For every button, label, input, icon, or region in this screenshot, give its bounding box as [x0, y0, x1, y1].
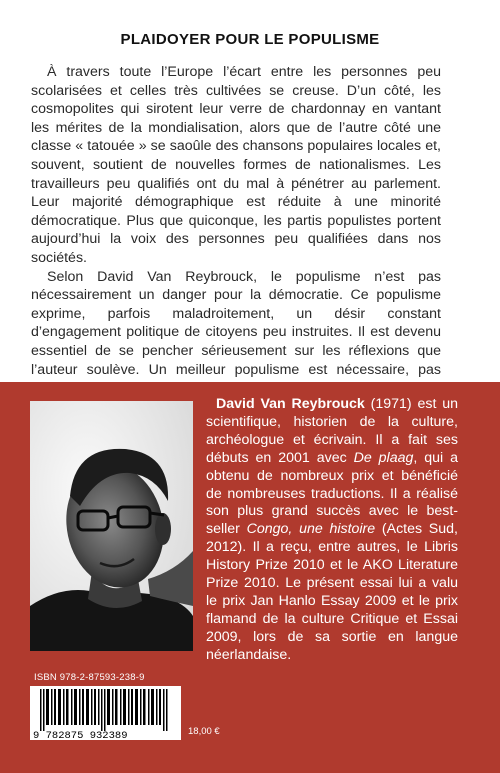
barcode [30, 686, 181, 740]
bio-text-2: , qui a obtenu de nombreux prix et bénéficié de nombreuses traductions. Il a réalisé son plus grand succès avec le best-seller [206, 449, 458, 538]
author-bio-paragraph [206, 396, 458, 665]
author-bio [206, 396, 458, 665]
synopsis-paragraph-1: À travers toute l’Europe l’écart entre les personnes peu scolarisées et celles très cultivées se creuse. D’un côté, les cosmopolites qui sirotent leur verre de chardonnay en vantant les mérites de la mondialisation, alors que de l’autre côté une classe « tatouée » se saoûle des chansons populaires locales et, souvent, soutient de nouvelles formes de nationalismes. Les travailleurs peu qualifiés ont du mal à pénétrer au parlement. Leur majorité démographique est réduite à une minorité démocratique. Plus que quiconque, les partis populistes portent aujourd’hui la voix des personnes peu qualifiées dans nos sociétés. [31, 64, 441, 266]
author-photo [30, 401, 193, 651]
synopsis-paragraph-2: Selon David Van Reybrouck, le populisme n’est pas nécessairement un danger pour la démocratie. Ce populisme exprime, parfois maladroitement, un désir constant d’engagement politique de citoyens peu instruites. Il est devenu essentiel de se pencher sérieusement sur les réflexions que l’auteur soulève. Un meilleur populisme est nécessaire, pas [31, 268, 441, 378]
synopsis-panel [0, 0, 500, 382]
barcode-digits: 9 782875 932389 [33, 730, 128, 740]
book-title: PLAIDOYER POUR LE POPULISME [120, 31, 380, 48]
author-portrait-image [30, 401, 193, 651]
isbn-label: ISBN 978-2-87593-238-9 [34, 672, 145, 683]
barcode-bars [30, 686, 181, 740]
bio-text-1: (1971) est un scientifique, historien de la culture, archéologue et écrivain. Il a fait ses débuts en 2001 avec [206, 396, 458, 466]
synopsis-text [31, 63, 441, 398]
bio-text-3: (Actes Sud, 2012). Il a reçu, entre autres, le Libris History Prize 2010 et le AKO Literature Prize 2010. Le présent essai lui a valu le prix Jan Hanlo Essay 2009 et le prix flamand de la culture Critique et Essai 2009, lors de sa sortie en langue néerlandaise. [206, 521, 458, 663]
price-label: 18,00 € [188, 726, 220, 737]
book-title-de-plaag: De plaag [353, 449, 414, 466]
author-name: David Van Reybrouck [216, 396, 365, 412]
author-panel [0, 382, 500, 773]
book-title-congo: Congo, une histoire [246, 521, 376, 538]
